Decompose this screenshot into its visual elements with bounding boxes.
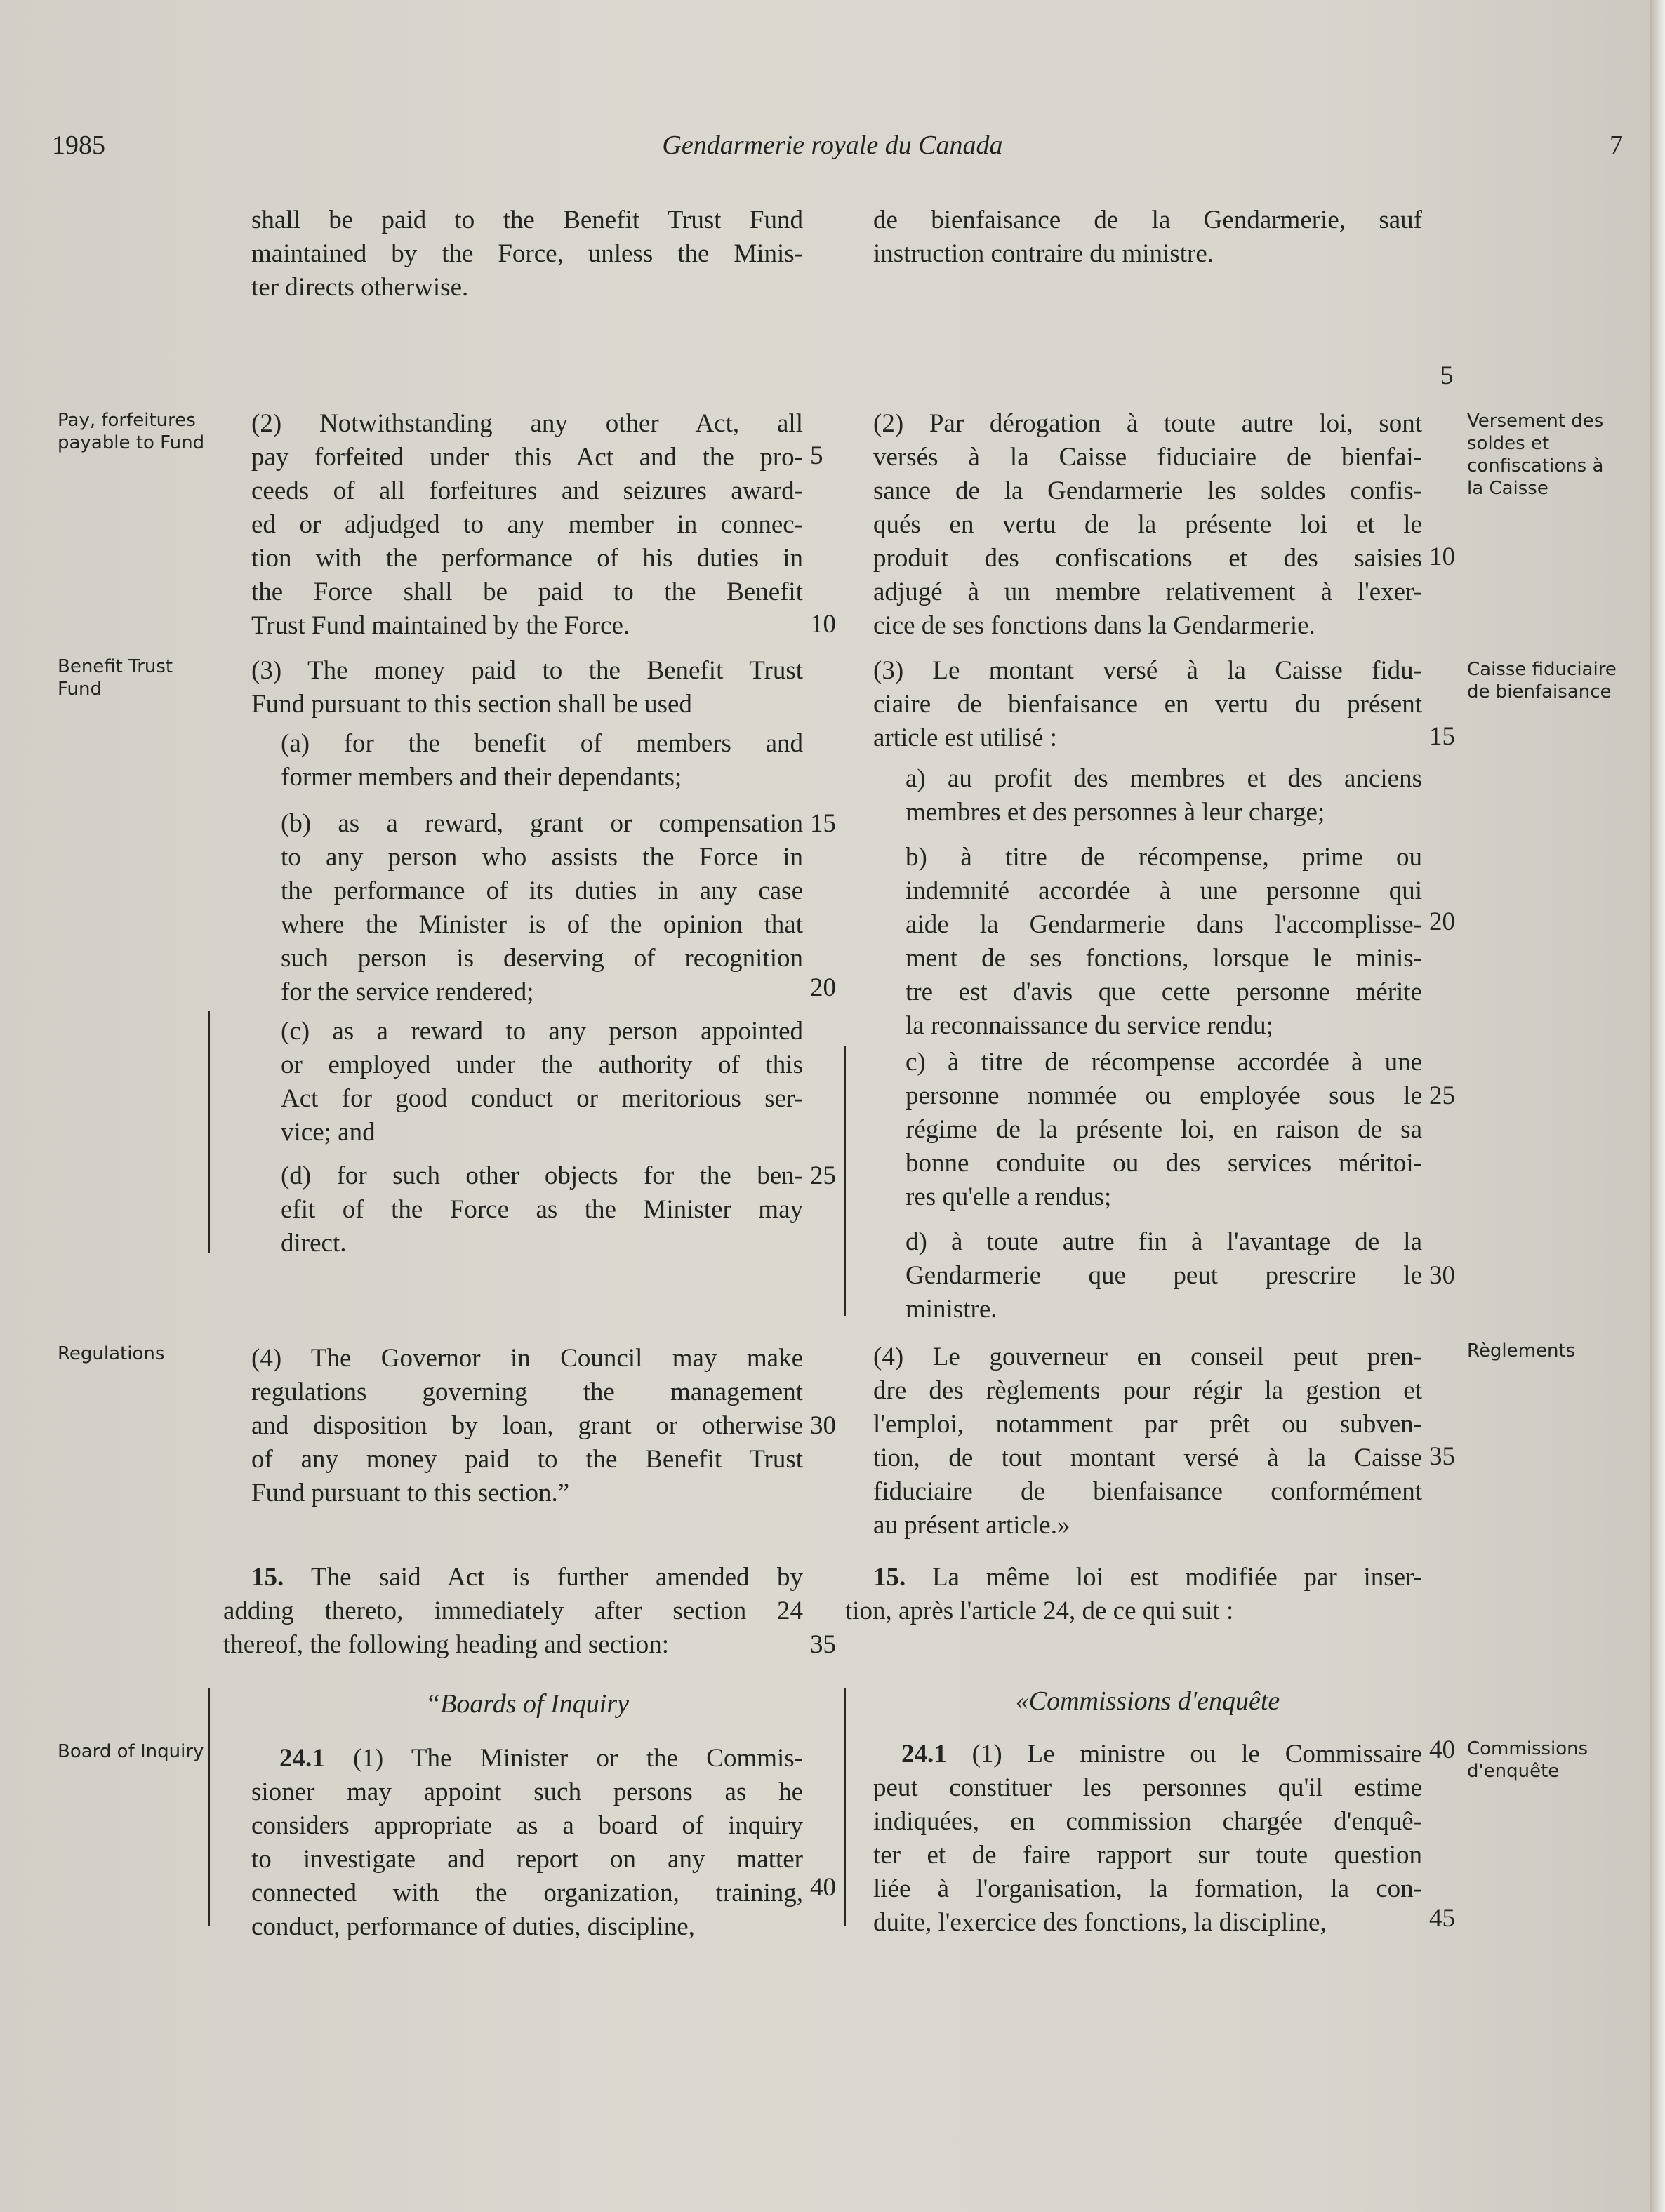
line-number-25-fr: 25 [1429, 1081, 1455, 1110]
text-line: qués en vertu de la présente loi et le [873, 510, 1422, 539]
line-number-40-en: 40 [810, 1873, 836, 1902]
text-line: adding thereto, immediately after section 24 [223, 1597, 803, 1625]
text-line: efit of the Force as the Minister may [281, 1195, 803, 1224]
text-line: the Force shall be paid to the Benefit [251, 578, 803, 606]
line-number-20-en: 20 [810, 973, 836, 1002]
text-line: personne nommée ou employée sous le [906, 1081, 1422, 1110]
text-line: Gendarmerie que peut prescrire le [906, 1261, 1422, 1290]
text-line: (4) The Governor in Council may make [251, 1344, 803, 1373]
text-line: c) à titre de récompense accordée à une [906, 1048, 1422, 1077]
text-line: (2) Par dérogation à toute autre loi, sont [873, 409, 1422, 438]
text-line: liée à l'organisation, la formation, la con- [873, 1874, 1422, 1903]
line-number-30-fr: 30 [1429, 1261, 1455, 1290]
en-subsection-3 [251, 654, 803, 721]
text-line: d) à toute autre fin à l'avantage de la [906, 1227, 1422, 1256]
text-line: (4) Le gouverneur en conseil peut pren- [873, 1342, 1422, 1371]
text-line: and disposition by loan, grant or otherwise [251, 1411, 803, 1440]
sidenote-benefit-trust-fund: Benefit Trust Fund [58, 656, 173, 700]
text-line: adjugé à un membre relativement à l'exer- [873, 578, 1422, 606]
text-line: de bienfaisance de la Gendarmerie, sauf [873, 206, 1422, 234]
en-paragraph-c [281, 1015, 803, 1150]
text-line: thereof, the following heading and section: [223, 1630, 669, 1659]
text-line: membres et des personnes à leur charge; [906, 798, 1325, 827]
text-line: (a) for the benefit of members and [281, 729, 803, 758]
header-year: 1985 [52, 131, 105, 160]
line-number-15-en: 15 [810, 809, 836, 838]
text-line: régime de la présente loi, en raison de sa [906, 1115, 1422, 1144]
fr-subsection-2 [873, 407, 1422, 643]
text-line: (3) Le montant versé à la Caisse fidu- [873, 656, 1422, 685]
line-number-5-en: 5 [810, 441, 823, 470]
text-line: for the service rendered; [281, 978, 534, 1006]
fr-subsection-3 [873, 654, 1422, 755]
section-number: 24.1 [279, 1744, 325, 1773]
line-number-25-en: 25 [810, 1161, 836, 1190]
text-line: a) au profit des membres et des anciens [906, 764, 1422, 793]
text-line: the performance of its duties in any case [281, 877, 803, 905]
text-line: (c) as a reward to any person appointed [281, 1017, 803, 1046]
fr-section-15 [845, 1561, 1422, 1628]
change-bar-left-2 [208, 1688, 210, 1926]
en-paragraph-b [281, 807, 803, 1009]
text-line: indiquées, en commission chargée d'enquê- [873, 1807, 1422, 1836]
en-paragraph-d [281, 1159, 803, 1260]
text-line [873, 1738, 1422, 1771]
fr-paragraph-a [906, 762, 1422, 830]
line-number-35-fr: 35 [1429, 1442, 1455, 1471]
text-line: tion, après l'article 24, de ce qui suit : [845, 1597, 1234, 1625]
fr-intro-paragraph [873, 204, 1422, 271]
text-line: to any person who assists the Force in [281, 843, 803, 872]
text-line: aide la Gendarmerie dans l'accomplisse- [906, 910, 1422, 939]
text-line: (3) The money paid to the Benefit Trust [251, 656, 803, 685]
fr-paragraph-c [906, 1046, 1422, 1214]
text-fragment: (1) The Minister or the Commis- [353, 1744, 804, 1773]
text-fragment: The said Act is further amended by [311, 1563, 803, 1592]
sidenote-board-of-inquiry: Board of Inquiry [58, 1741, 204, 1762]
en-intro-paragraph [251, 204, 803, 305]
text-line: such person is deserving of recognition [281, 944, 803, 973]
text-line: or employed under the authority of this [281, 1051, 803, 1079]
text-line: ciaire de bienfaisance en vertu du présent [873, 690, 1422, 719]
text-line: au présent article.» [873, 1511, 1070, 1540]
fr-subsection-4 [873, 1340, 1422, 1543]
line-number-45-fr: 45 [1429, 1904, 1455, 1933]
en-paragraph-a [281, 727, 803, 794]
text-line: ment de ses fonctions, lorsque le minis- [906, 944, 1422, 973]
fr-paragraph-d [906, 1225, 1422, 1326]
text-line: to investigate and report on any matter [251, 1845, 803, 1874]
text-line: dre des règlements pour régir la gestion et [873, 1376, 1422, 1405]
text-line: Trust Fund maintained by the Force. [251, 611, 630, 640]
text-line: sance de la Gendarmerie les soldes confis- [873, 477, 1422, 505]
en-section-24-1 [251, 1742, 803, 1944]
text-line: vice; and [281, 1118, 376, 1147]
en-section-15 [223, 1561, 803, 1662]
text-line: tre est d'avis que cette personne mérite [906, 978, 1422, 1006]
page-number: 7 [1610, 131, 1623, 160]
text-line: conduct, performance of duties, discipline, [251, 1912, 695, 1941]
sidenote-commissions: Commissions d'enquête [1467, 1738, 1588, 1782]
text-line: where the Minister is of the opinion that [281, 910, 803, 939]
line-number-35-en: 35 [810, 1630, 836, 1659]
text-line: la reconnaissance du service rendu; [906, 1011, 1273, 1040]
text-line: cice de ses fonctions dans la Gendarmerie. [873, 611, 1315, 640]
text-line [223, 1561, 803, 1594]
line-number-30-en: 30 [810, 1411, 836, 1440]
text-line: Act for good conduct or meritorious ser- [281, 1084, 803, 1113]
text-line: shall be paid to the Benefit Trust Fund [251, 206, 803, 234]
text-line: direct. [281, 1229, 347, 1258]
line-number-10-fr: 10 [1429, 542, 1455, 571]
text-line: tion, de tout montant versé à la Caisse [873, 1444, 1422, 1472]
text-line: ter et de faire rapport sur toute question [873, 1841, 1422, 1870]
text-line: (d) for such other objects for the ben- [281, 1161, 803, 1190]
text-line: article est utilisé : [873, 724, 1057, 752]
sidenote-regulations: Regulations [58, 1343, 165, 1364]
section-number: 15. [251, 1563, 284, 1592]
text-line: ceeds of all forfeitures and seizures award- [251, 477, 803, 505]
text-line: l'emploi, notamment par prêt ou subven- [873, 1410, 1422, 1439]
en-heading-boards-of-inquiry: “Boards of Inquiry [425, 1689, 629, 1719]
en-subsection-4 [251, 1342, 803, 1510]
sidenote-pay-forfeitures: Pay, forfeitures payable to Fund [58, 410, 205, 453]
text-line: versés à la Caisse fiduciaire de bienfai- [873, 443, 1422, 472]
text-fragment: La même loi est modifiée par inser- [931, 1563, 1422, 1592]
text-line: ministre. [906, 1295, 997, 1324]
text-line: sioner may appoint such persons as he [251, 1778, 803, 1806]
text-line: peut constituer les personnes qu'il estime [873, 1773, 1422, 1802]
sidenote-reglements: Règlements [1467, 1340, 1576, 1361]
line-number-20-fr: 20 [1429, 907, 1455, 936]
text-line: (2) Notwithstanding any other Act, all [251, 409, 803, 438]
text-line: Fund pursuant to this section shall be used [251, 690, 692, 719]
fr-section-24-1 [873, 1738, 1422, 1940]
text-line: duite, l'exercice des fonctions, la discipline, [873, 1908, 1327, 1937]
text-line: maintained by the Force, unless the Minis- [251, 239, 803, 268]
text-line: fiduciaire de bienfaisance conformément [873, 1477, 1422, 1506]
fr-paragraph-b [906, 841, 1422, 1043]
text-line: ter directs otherwise. [251, 273, 469, 302]
text-line: (b) as a reward, grant or compensation [281, 809, 803, 838]
text-line: considers appropriate as a board of inquiry [251, 1811, 803, 1840]
line-number-15-fr: 15 [1429, 722, 1455, 751]
text-line: res qu'elle a rendus; [906, 1182, 1112, 1211]
en-subsection-2 [251, 407, 803, 643]
text-line: pay forfeited under this Act and the pro- [251, 443, 803, 472]
section-number: 15. [873, 1563, 906, 1592]
text-line: b) à titre de récompense, prime ou [906, 843, 1422, 872]
text-line [845, 1561, 1422, 1594]
text-line: connected with the organization, training, [251, 1879, 803, 1907]
change-bar-left [208, 1011, 210, 1253]
running-title: Gendarmerie royale du Canada [662, 131, 1003, 160]
text-line: indemnité accordée à une personne qui [906, 877, 1422, 905]
page-edge-shadow [1650, 0, 1665, 2212]
fr-heading-commissions: «Commissions d'enquête [1015, 1686, 1280, 1716]
text-line: tion with the performance of his duties in [251, 544, 803, 573]
sidenote-caisse-fiduciaire: Caisse fiduciaire de bienfaisance [1467, 659, 1617, 702]
text-line: regulations governing the management [251, 1378, 803, 1406]
text-line: produit des confiscations et des saisies [873, 544, 1422, 573]
text-line [251, 1742, 803, 1775]
line-number-10-en: 10 [810, 610, 836, 639]
text-line: of any money paid to the Benefit Trust [251, 1445, 803, 1474]
line-number-5-fr: 5 [1440, 361, 1454, 390]
text-line: ed or adjudged to any member in connec- [251, 510, 803, 539]
text-line: former members and their dependants; [281, 763, 682, 792]
section-number: 24.1 [901, 1740, 947, 1768]
text-line: Fund pursuant to this section.” [251, 1479, 570, 1507]
line-number-40-fr: 40 [1429, 1735, 1455, 1764]
text-fragment: (1) Le ministre ou le Commissaire [971, 1740, 1422, 1768]
text-line: bonne conduite ou des services méritoi- [906, 1149, 1422, 1178]
text-line: instruction contraire du ministre. [873, 239, 1214, 268]
sidenote-versement: Versement des soldes et confiscations à la Caisse [1467, 411, 1604, 499]
